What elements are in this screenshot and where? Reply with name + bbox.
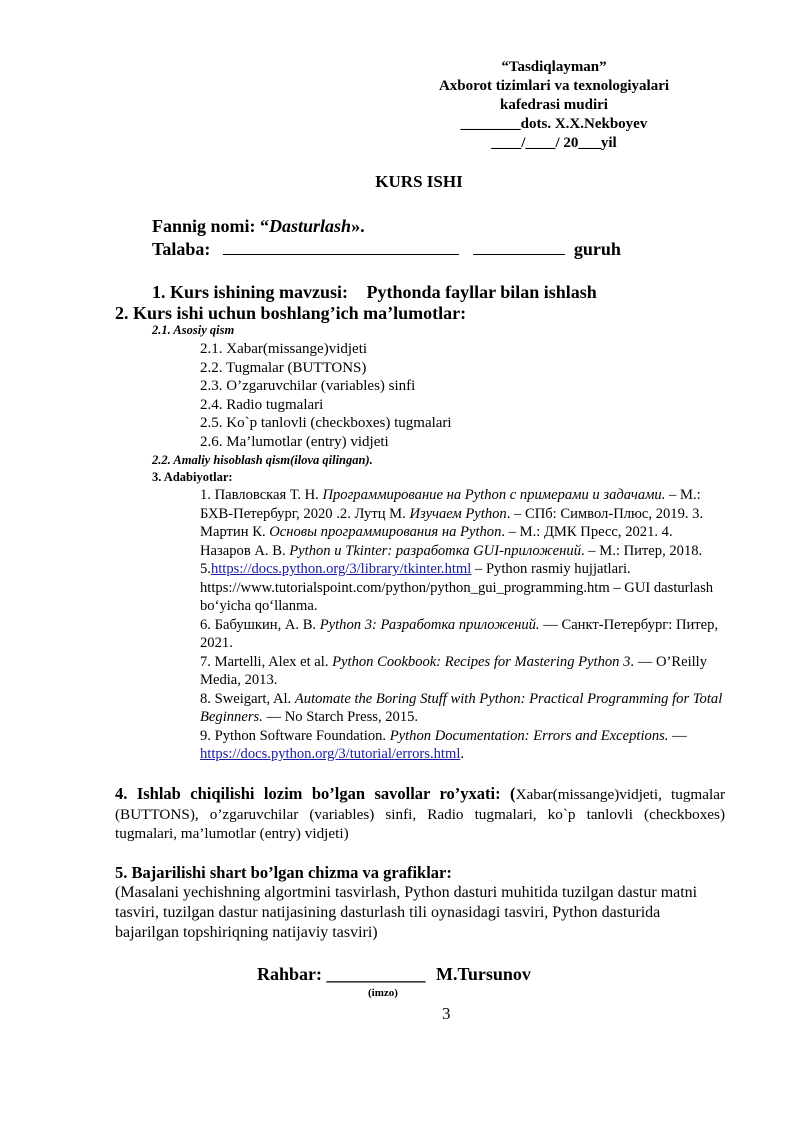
ref-text: . – М.: Питер, 2018.: [581, 542, 703, 559]
approval-block: [389, 58, 719, 153]
approval-line-5: ____/____/ 20___yil: [491, 135, 617, 151]
ref-text: 8. Sweigart, Al.: [200, 690, 295, 707]
ref-title: Python Cookbook: Recipes for Mastering Python 3: [332, 653, 631, 670]
tkinter-docs-link[interactable]: https://docs.python.org/3/library/tkinter.html: [210, 561, 472, 577]
student-label: Talaba:: [152, 239, 211, 259]
ref-text: 1. Павловская Т. Н.: [200, 487, 323, 503]
ref-title: Automate the Boring Stuff with Python: Practical Programming for Total Beginners.: [200, 690, 723, 725]
section-4-text: Xabar(missange)vidjeti, tugmalar (BUTTONS), o’zgaruvchilar (variables) sinfi, Radio tugmalari, ko`p tanlovli (checkboxes) tugmalari, ma’lumotlar (entry) vidjeti): [115, 786, 725, 842]
section-1-topic: Pythonda fayllar bilan ishlash: [366, 282, 597, 302]
list-item: 2.3. O’zgaruvchilar (variables) sinfi: [200, 378, 416, 395]
errors-docs-link[interactable]: https://docs.python.org/3/tutorial/errors.html: [200, 746, 461, 762]
group-blank: [473, 238, 565, 255]
reference-1-4: [200, 486, 725, 560]
ref-text: —: [668, 727, 687, 744]
references-heading: 3. Adabiyotlar:: [152, 470, 233, 484]
list-item: 2.6. Ma’lumotlar (entry) vidjeti: [200, 433, 389, 450]
list-item: 2.1. Xabar(missange)vidjeti: [200, 341, 368, 357]
ref-text: .: [460, 746, 465, 762]
reference-7: [200, 653, 725, 690]
section-4: [115, 784, 725, 844]
approval-line-1: “Tasdiqlayman”: [501, 59, 607, 75]
student-line: [152, 238, 621, 260]
ref-text: – М.: БХВ-Петербург, 2020 .2. Лутц М.: [200, 487, 701, 522]
reference-9: [200, 727, 725, 764]
section-4-label: 4. Ishlab chiqilishi lozim bo’lgan savollar ro’yxati: (: [115, 784, 516, 803]
ref-title: Python и Tkinter: разработка GUI-приложений: [289, 542, 581, 559]
section-1-label: 1. Kurs ishining mavzusi:: [152, 282, 349, 302]
group-label: guruh: [573, 239, 621, 259]
ref-text: . — O’Reilly Media, 2013.: [200, 653, 708, 688]
section-2-sub-1: 2.1. Asosiy qism: [152, 323, 235, 337]
ref-text: — Санкт-Петербург: Питер, 2021.: [200, 616, 719, 651]
ref-text: . – СПб: Символ-Плюс, 2019. 3. Мартин К.: [200, 505, 704, 540]
page-number: 3: [442, 1004, 451, 1023]
section-5-text: (Masalani yechishning algortmini tasvirlash, Python dasturi muhitida tuzilgan dastur matni tasviri, tuzilgan dastur natijasining dasturlash tili oynasidagi tasviri, Python dasturida bajarilgan topshiriqning natijaviy tasviri): [115, 883, 698, 941]
references-list: [200, 486, 725, 764]
approval-line-4: ________dots. X.X.Nekboyev: [460, 116, 648, 132]
list-item: 2.5. Ko`p tanlovli (checkboxes) tugmalari: [200, 415, 452, 432]
subject-close: ».: [351, 216, 365, 236]
list-item: 2.4. Radio tugmalari: [200, 396, 324, 413]
ref-title: Основы программирования на Python: [269, 524, 502, 540]
ref-title: Python 3: Разработка приложений.: [319, 616, 540, 633]
approval-line-3: kafedrasi mudiri: [500, 97, 608, 113]
ref-text: 7. Martelli, Alex et al.: [200, 653, 333, 670]
student-name-blank: [223, 238, 459, 255]
section-2-sub-2: 2.2. Amaliy hisoblash qism(ilova qilingan).: [152, 453, 373, 467]
signature-line: [257, 964, 531, 985]
supervisor-name: M.Tursunov: [436, 964, 531, 984]
document-title: KURS ISHI: [375, 172, 463, 191]
list-item: 2.2. Tugmalar (BUTTONS): [200, 359, 367, 376]
subject-open-quote: “: [260, 216, 270, 236]
reference-5: [200, 560, 725, 616]
section-5-label: 5. Bajarilishi shart bo’lgan chizma va grafiklar:: [115, 863, 452, 882]
subject-name: Dasturlash: [269, 216, 352, 236]
section-1: [152, 282, 597, 303]
reference-8: [200, 690, 725, 727]
ref-text: 9. Python Software Foundation.: [200, 727, 390, 744]
reference-6: [200, 616, 725, 653]
ref-title: Python Documentation: Errors and Exceptions.: [389, 727, 669, 744]
ref-text: 6. Бабушкин, А. В.: [200, 616, 320, 633]
signature-label: Rahbar:: [257, 964, 323, 984]
section-5: [115, 863, 725, 943]
signature-caption: (imzo): [368, 987, 398, 999]
section-2-label: 2. Kurs ishi uchun boshlang’ich ma’lumotlar:: [115, 303, 467, 323]
subject-label: Fannig nomi:: [152, 216, 256, 236]
ref-text: . – М.: ДМК Пресс, 2021. 4. Назаров А. В.: [200, 524, 673, 559]
approval-line-2: Axborot tizimlari va texnologiyalari: [438, 78, 670, 94]
section-2-item-list: [200, 340, 452, 452]
ref-text: — No Starch Press, 2015.: [262, 709, 419, 725]
subject-line: [152, 216, 365, 237]
ref-text: 5.: [200, 561, 211, 577]
ref-title: Программирование на Python с примерами и задачами.: [322, 487, 666, 503]
signature-blank: ___________: [326, 964, 426, 984]
ref-text: – Python rasmiy hujjatlari. https://www.tutorialspoint.com/python/python_gui_programming.htm – GUI dasturlash bo‘yicha qo‘llanma.: [200, 561, 714, 614]
ref-title: Изучаем Python: [409, 505, 507, 522]
